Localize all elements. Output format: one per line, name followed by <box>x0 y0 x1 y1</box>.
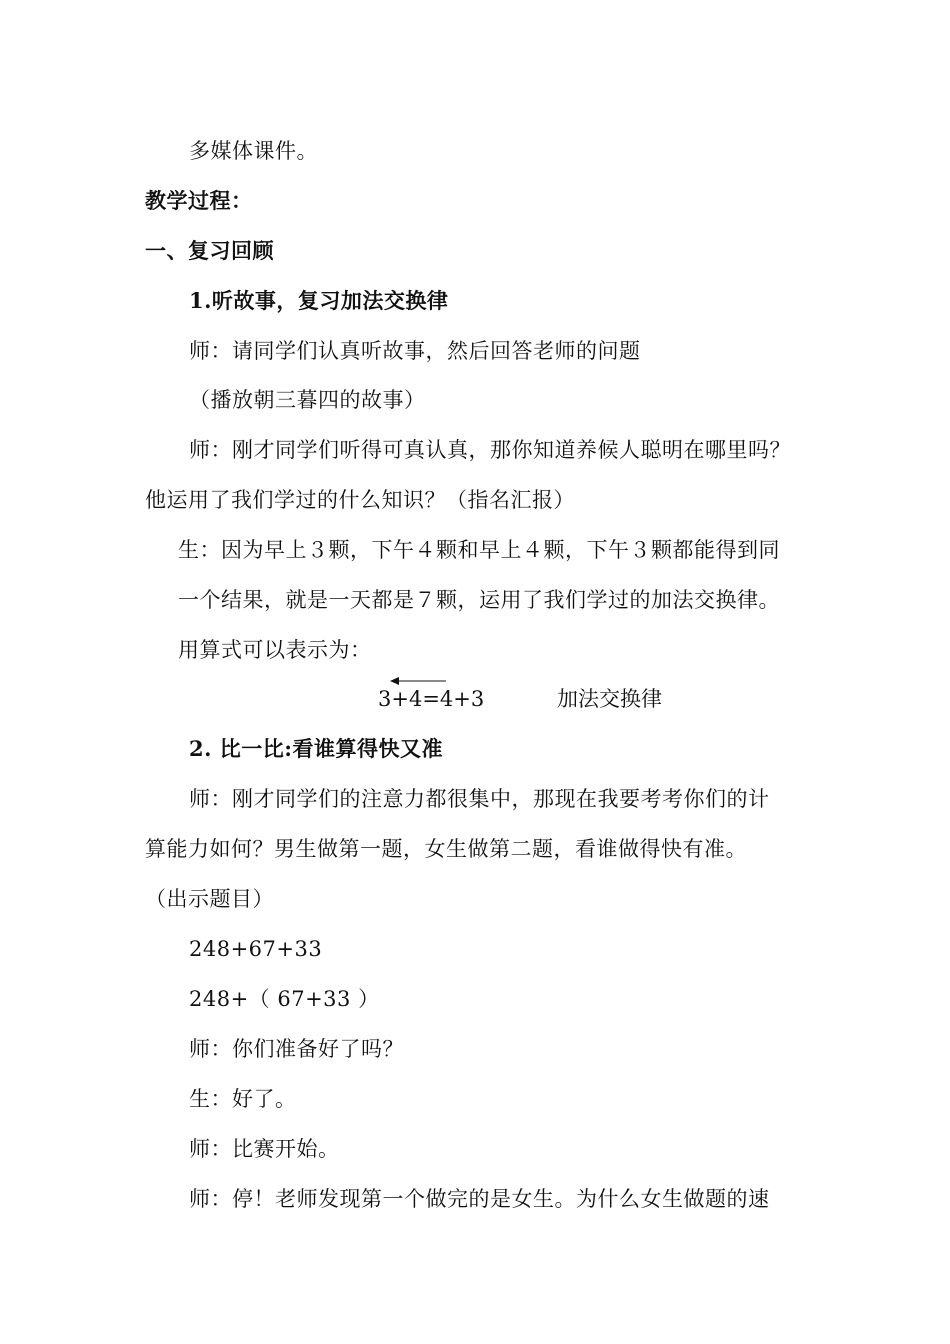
teacher-line-5: 师：比赛开始。 <box>189 1137 340 1161</box>
teacher-line-2a: 师：刚才同学们听得可真认真，那你知道养候人聪明在哪里吗？ <box>189 438 791 462</box>
student-line-1b: 一个结果，就是一天都是７颗，运用了我们学过的加法交换律。 <box>178 588 780 612</box>
section1-heading: 一、复习回顾 <box>145 238 274 263</box>
materials-line: 多媒体课件。 <box>189 139 318 163</box>
left-arrow-icon <box>390 676 446 686</box>
teacher-line-3a: 师：刚才同学们的注意力都很集中，那现在我要考考你们的计 <box>189 787 770 811</box>
note-line-2: （出示题目） <box>145 887 274 911</box>
formula-expression: 3+4=4+3 <box>378 687 485 711</box>
teacher-line-2b: 他运用了我们学过的什么知识？（指名汇报） <box>145 488 575 512</box>
process-heading: 教学过程： <box>145 188 253 213</box>
problem-2: 248+（ 67+33 ） <box>189 987 380 1011</box>
teacher-line-1: 师：请同学们认真听故事，然后回答老师的问题 <box>189 339 641 363</box>
teacher-line-4: 师：你们准备好了吗？ <box>189 1037 404 1061</box>
sub2-heading: 2. 比一比:看谁算得快又准 <box>189 736 443 761</box>
teacher-line-6: 师：停！老师发现第一个做完的是女生。为什么女生做题的速 <box>189 1187 770 1211</box>
student-line-2: 生：好了。 <box>189 1087 297 1111</box>
problem-1: 248+67+33 <box>189 937 323 961</box>
teacher-line-3b: 算能力如何？男生做第一题，女生做第二题，看谁做得快有准。 <box>145 837 747 861</box>
formula-label: 加法交换律 <box>557 687 662 711</box>
formula-intro: 用算式可以表示为： <box>178 638 372 662</box>
sub1-heading: 1.听故事，复习加法交换律 <box>189 288 449 313</box>
note-line-1: （播放朝三暮四的故事） <box>189 388 426 412</box>
student-line-1a: 生：因为早上３颗，下午４颗和早上４颗，下午３颗都能得到同 <box>178 538 780 562</box>
